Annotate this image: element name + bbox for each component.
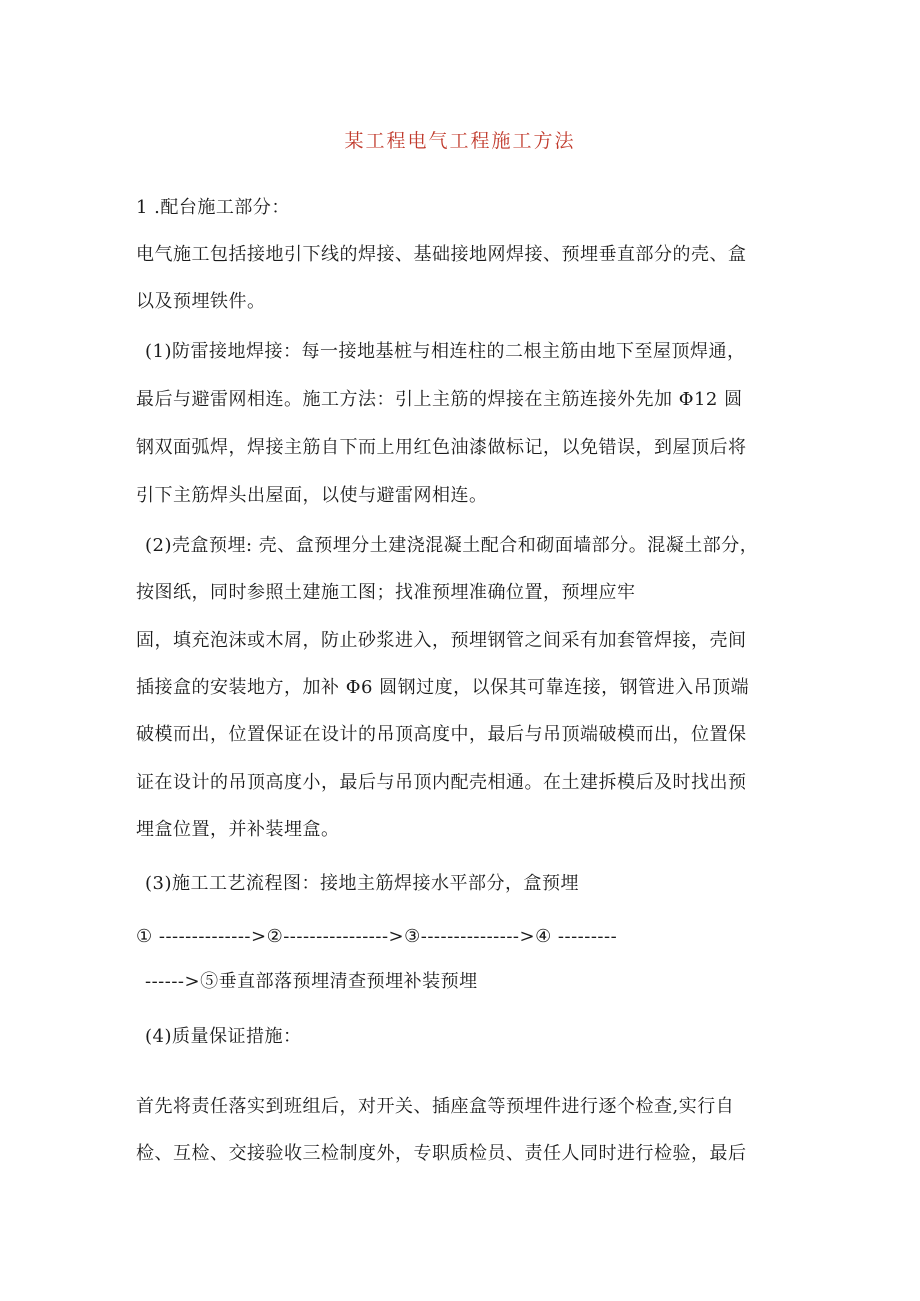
paragraph-line: 固，填充泡沫或木屑，防止砂浆进入，预埋钢管之间采有加套管焊接，壳间 <box>136 630 747 651</box>
section-heading: 1 .配台施工部分： <box>136 197 290 218</box>
section-heading: (4)质量保证措施： <box>145 1026 302 1047</box>
paragraph-line: 插接盒的安装地方，加补 Φ6 圆钢过度，以保其可靠连接，钢管进入吊顶端 <box>136 677 750 698</box>
flow-line: ------>⑤垂直部落预埋清查预埋补装预埋 <box>145 971 478 992</box>
paragraph-line: 证在设计的吊顶高度小，最后与吊顶内配壳相通。在土建拆模后及时找出预 <box>136 772 747 793</box>
paragraph-line: 最后与避雷网相连。施工方法：引上主筋的焊接在主筋连接外先加 Φ12 圆 <box>136 389 743 410</box>
paragraph-line: 以及预埋铁件。 <box>136 291 266 312</box>
document-title: 某工程电气工程施工方法 <box>344 130 576 152</box>
paragraph-line: 破模而出，位置保证在设计的吊顶高度中，最后与吊顶端破模而出，位置保 <box>136 724 747 745</box>
flow-line: ① -------------->②---------------->③--------------->④ --------- <box>136 926 618 947</box>
paragraph-line: (3)施工工艺流程图：接地主筋焊接水平部分，盒预埋 <box>145 873 579 894</box>
paragraph-line: (1)防雷接地焊接：每一接地基桩与相连柱的二根主筋由地下至屋顶焊通， <box>145 341 746 362</box>
paragraph-line: 按图纸，同时参照土建施工图；找准预埋准确位置，预埋应牢 <box>136 582 636 603</box>
paragraph-line: 引下主筋焊头出屋面，以使与避雷网相连。 <box>136 485 488 506</box>
paragraph-line: 埋盒位置，并补装埋盒。 <box>136 819 340 840</box>
paragraph-line: 钢双面弧焊，焊接主筋自下而上用红色油漆做标记，以免错误，到屋顶后将 <box>136 437 747 458</box>
paragraph-line: 电气施工包括接地引下线的焊接、基础接地网焊接、预埋垂直部分的壳、盒 <box>136 244 747 265</box>
paragraph-line: 检、互检、交接验收三检制度外，专职质检员、责任人同时进行检验，最后 <box>136 1143 747 1164</box>
paragraph-line: (2)壳盒预埋: 壳、盒预埋分土建浇混凝土配合和砌面墙部分。混凝土部分， <box>145 535 759 556</box>
paragraph-line: 首先将责任落实到班组后，对开关、插座盒等预埋件进行逐个检查,实行自 <box>136 1096 735 1117</box>
